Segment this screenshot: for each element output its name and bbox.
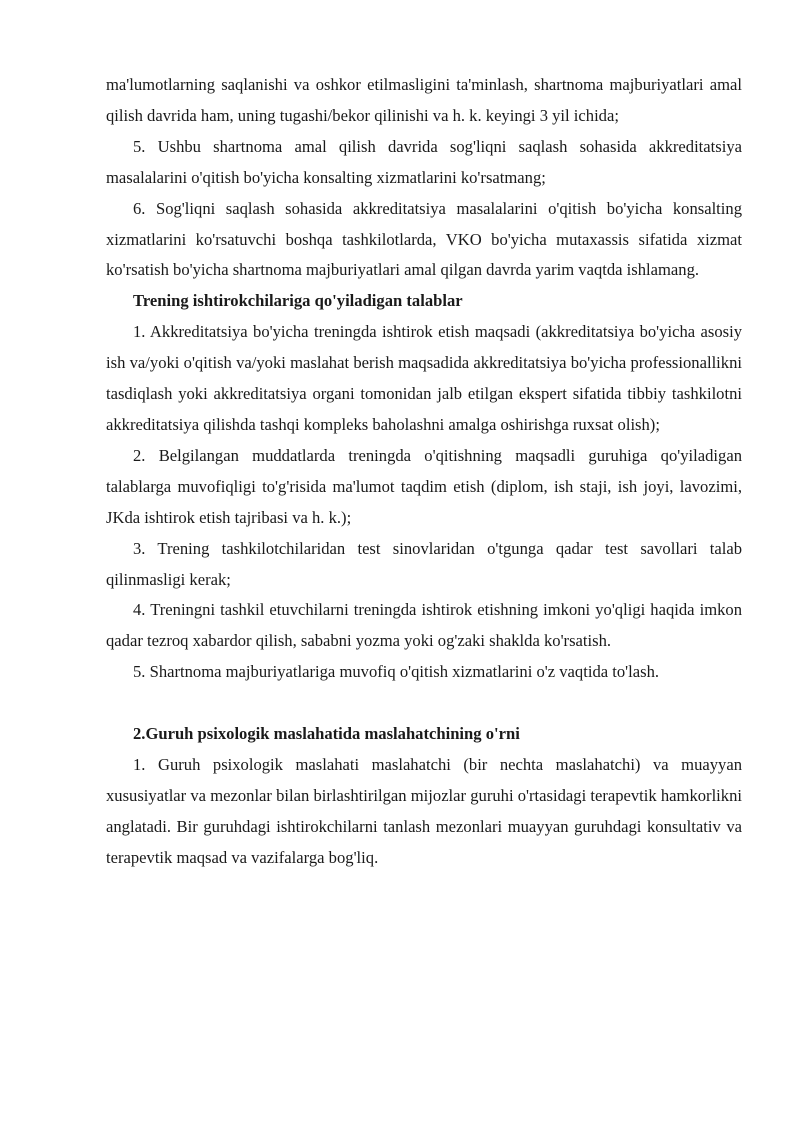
paragraph-requirement-1: 1. Akkreditatsiya bo'yicha treningda ishtirok etish maqsadi (akkreditatsiya bo'yicha asosiy ish va/yoki o'qitish va/yoki maslahat berish maqsadida akkreditatsiya bo'yicha professionallikni tasdiqlash yoki akkreditatsiya organi tomonidan jalb etilgan ekspert sifatida tibbiy tashkilotni akkreditatsiya qilishda tashqi kompleks baholashni amalga oshirishga ruxsat olish);	[106, 322, 742, 434]
paragraph-item-5-consulting: 5. Ushbu shartnoma amal qilish davrida sog'liqni saqlash sohasida akkreditatsiya masalalarini o'qitish bo'yicha konsalting xizmatlarini ko'rsatmang;	[106, 136, 742, 187]
paragraph-item-6-part-time: 6. Sog'liqni saqlash sohasida akkreditatsiya masalalarini o'qitish bo'yicha konsalting xizmatlarini ko'rsatuvchi boshqa tashkilotlarda, VKO bo'yicha mutaxassis sifatida xizmat ko'rsatish bo'yicha shartnoma majburiyatlari amal qilgan davrda yarim vaqtda ishlamang.	[106, 198, 742, 280]
paragraph-requirement-2: 2. Belgilangan muddatlarda treningda o'qitishning maqsadli guruhiga qo'yiladigan talablarga muvofiqligi to'g'risida ma'lumot taqdim etish (diplom, ish staji, ish joyi, lavozimi, JKda ishtirok etish tajribasi va h. k.);	[106, 445, 742, 527]
paragraph-requirement-3: 3. Trening tashkilotchilaridan test sinovlaridan o'tgunga qadar test savollari talab qilinmasligi kerak;	[106, 538, 742, 589]
paragraph-continuation: ma'lumotlarning saqlanishi va oshkor etilmasligini ta'minlash, shartnoma majburiyatlari amal qilish davrida ham, uning tugashi/bekor qilinishi va h. k. keyingi 3 yil ichida;	[106, 75, 742, 125]
document-page	[106, 70, 742, 874]
blank-line	[106, 688, 742, 719]
paragraph-group-counseling-1: 1. Guruh psixologik maslahati maslahatchi (bir nechta maslahatchi) va muayyan xususiyatlar va mezonlar bilan birlashtirilgan mijozlar guruhi o'rtasidagi terapevtik hamkorlikni anglatadi. Bir guruhdagi ishtirokchilarni tanlash mezonlari muayyan guruhdagi konsultativ va terapevtik maqsad va vazifalarga bog'liq.	[106, 754, 742, 867]
paragraph-requirement-5: 5. Shartnoma majburiyatlariga muvofiq o'qitish xizmatlarini o'z vaqtida to'lash.	[133, 662, 660, 682]
section-heading-counselor-role: 2.Guruh psixologik maslahatida maslahatchining o'rni	[133, 724, 520, 744]
paragraph-requirement-4: 4. Treningni tashkil etuvchilarni treningda ishtirok etishning imkoni yo'qligi haqida imkon qadar tezroq xabardor qilish, sababni yozma yoki og'zaki shaklda ko'rsatish.	[106, 600, 742, 651]
section-heading-requirements: Trening ishtirokchilariga qo'yiladigan talablar	[133, 291, 463, 311]
